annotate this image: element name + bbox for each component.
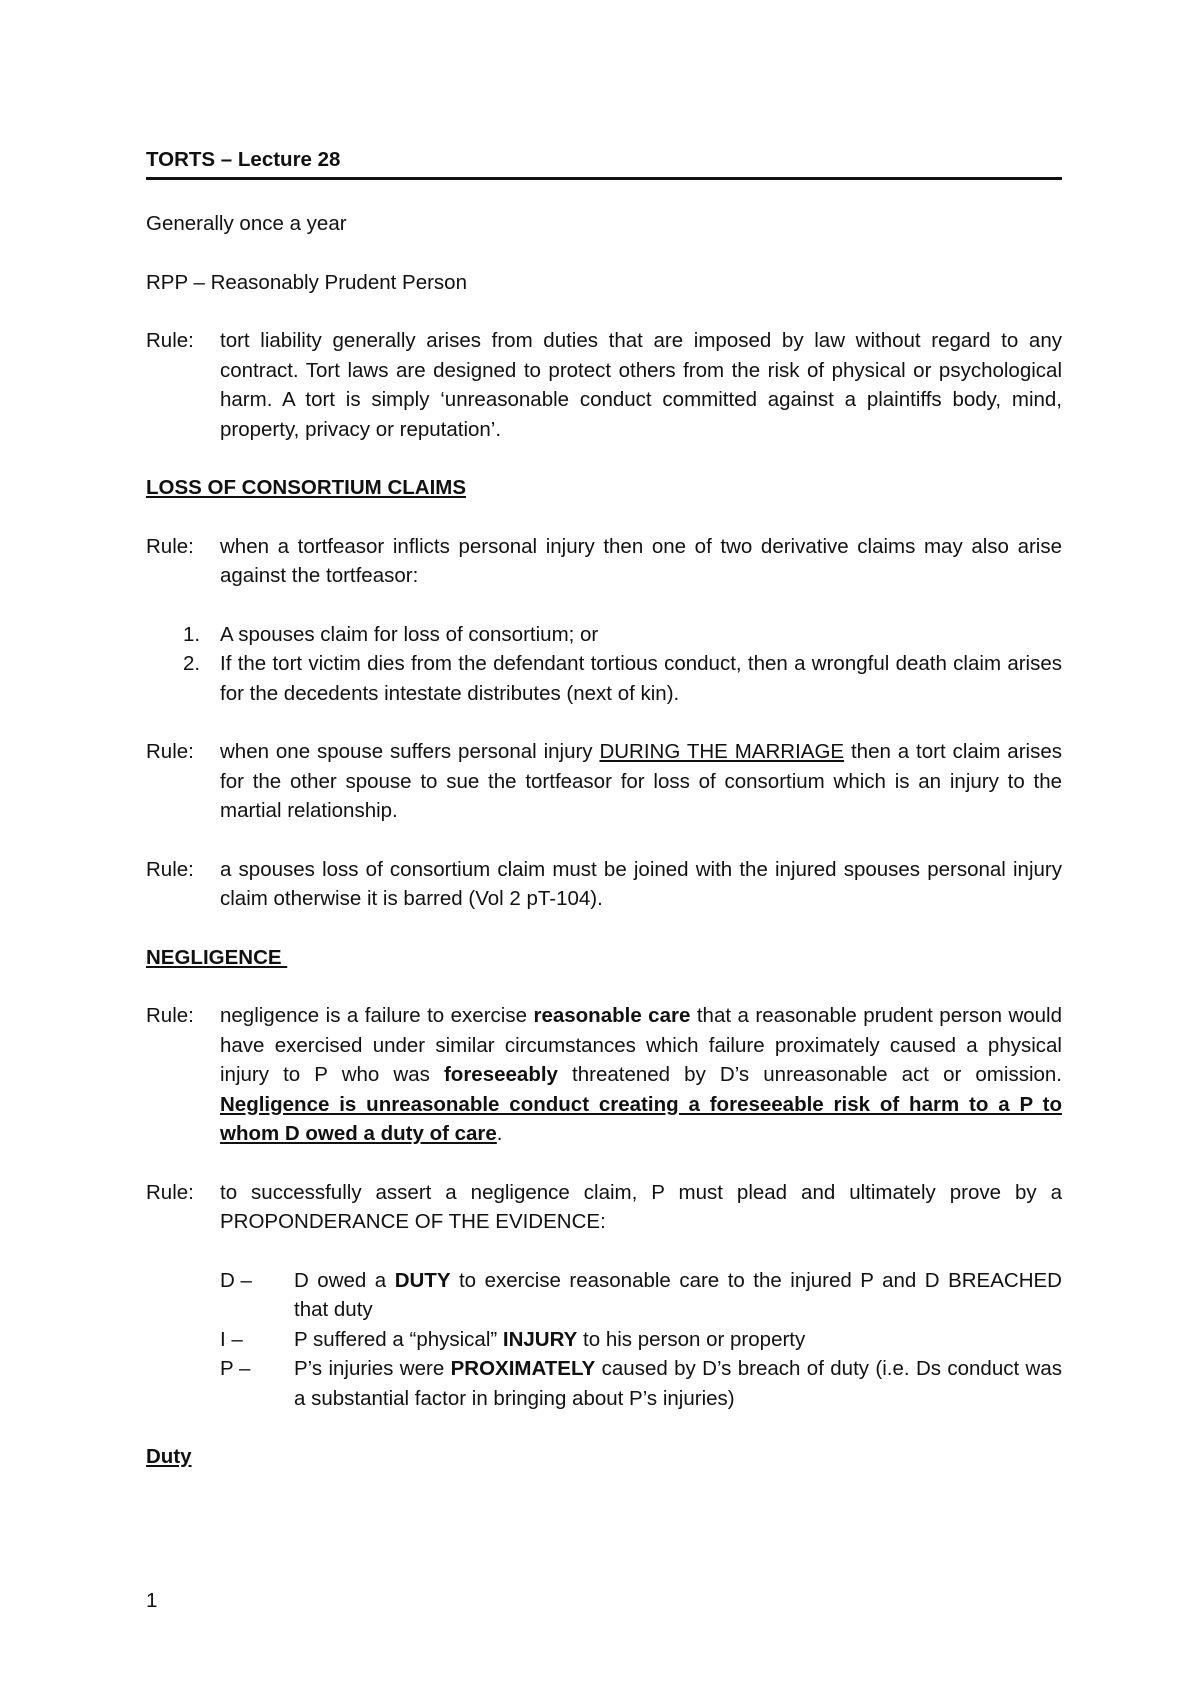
rule-label: Rule: — [146, 740, 194, 763]
rpp-line: RPP – Reasonably Prudent Person — [146, 270, 467, 294]
rule-text: to successfully assert a negligence claim, P must plead and ultimately prove by a PROPONDERANCE OF THE EVIDENCE: — [220, 1180, 1062, 1233]
section-heading-negligence: NEGLIGENCE — [146, 945, 288, 969]
list-number: 1. — [183, 622, 201, 646]
rule-text: when a tortfeasor inflicts personal injury then one of two derivative claims may also arise against the tortfeasor: — [220, 534, 1062, 587]
rule-text-part: then a tort claim arises for the other spouse to sue the tortfeasor for loss of consortium which is an injury to the martial relationship. — [220, 740, 1062, 822]
rule-label: Rule: — [146, 1180, 194, 1204]
element-label: I – — [220, 1327, 243, 1351]
rule-text-part: threatened by D’s unreasonable act or omission. — [557, 1063, 1062, 1086]
element-text-part: P’s injuries were — [294, 1357, 451, 1380]
rule-text: a spouses loss of consortium claim must be joined with the injured spouses personal injury claim otherwise it is barred (Vol 2 pT-104). — [220, 857, 1062, 910]
element-label: P – — [220, 1357, 251, 1380]
emphasis-bold: INJURY — [502, 1327, 578, 1351]
section-heading-duty: Duty — [146, 1445, 192, 1468]
rule-general — [146, 326, 1062, 444]
list-text: A spouses claim for loss of consortium; or — [220, 622, 599, 646]
intro-line: Generally once a year — [146, 212, 347, 235]
rule-text-part: that a reasonable prudent person would have exercised under similar circumstances which failure proximately caused a physical injury to P who was — [220, 1004, 1063, 1086]
rule-text: tort liability generally arises from duties that are imposed by law without regard to any contract. Tort laws are designed to protect others from the risk of physical or psychological harm. A tort is simply ‘unreasonable conduct committed against a plaintiffs body, mind, property, privacy or reputation’. — [220, 329, 1062, 441]
list-number: 2. — [183, 652, 201, 675]
page-number: 1 — [146, 1589, 158, 1612]
rule-text — [220, 737, 1062, 826]
element-text-part: to exercise reasonable care to the injured P and D BREACHED that duty — [294, 1268, 1062, 1321]
list-text: If the tort victim dies from the defendant tortious conduct, then a wrongful death claim arises for the decedents intestate distributes (next of kin). — [220, 652, 1062, 705]
rule-label: Rule: — [146, 534, 194, 558]
emphasis-bold-underline: Negligence is unreasonable conduct creating a foreseeable risk of harm to a P to whom D owed a duty of care — [220, 1092, 1062, 1145]
rule-negligence-elements — [146, 1178, 1062, 1237]
element-text — [294, 1354, 1062, 1413]
emphasis-bold: PROXIMATELY — [450, 1357, 596, 1380]
rule-consortium-derivative — [146, 532, 1062, 591]
element-text — [294, 1325, 1062, 1355]
emphasis-underline: DURING THE MARRIAGE — [599, 740, 845, 763]
page-title: TORTS – Lecture 28 — [146, 146, 1062, 180]
rule-label: Rule: — [146, 329, 194, 352]
emphasis-bold: foreseeably — [443, 1063, 558, 1086]
element-text-part: D owed a — [294, 1268, 395, 1292]
element-text-part: P suffered a “physical” — [294, 1327, 503, 1351]
rule-text — [220, 1001, 1062, 1149]
rule-consortium-joinder — [146, 855, 1062, 914]
emphasis-bold: reasonable care — [533, 1004, 691, 1027]
element-text — [294, 1266, 1062, 1325]
list-item — [183, 620, 1062, 650]
rule-text-part: negligence is a failure to exercise — [220, 1004, 534, 1027]
rule-label: Rule: — [146, 1004, 194, 1027]
rule-negligence-definition — [146, 1001, 1062, 1149]
section-heading-consortium: LOSS OF CONSORTIUM CLAIMS — [146, 476, 467, 499]
rule-label: Rule: — [146, 857, 194, 881]
element-duty — [220, 1266, 1062, 1325]
element-proximate-cause — [220, 1354, 1062, 1413]
derivative-claims-list — [146, 620, 1062, 709]
rule-text-part: when one spouse suffers personal injury — [220, 740, 600, 763]
element-text-part: to his person or property — [577, 1327, 806, 1351]
rule-text-part: . — [496, 1122, 503, 1145]
emphasis-bold: DUTY — [394, 1268, 451, 1292]
document-body — [146, 146, 1062, 1472]
element-text-part: caused by D’s breach of duty (i.e. Ds conduct was a substantial factor in bringing about P’s injuries) — [294, 1357, 1062, 1410]
element-label: D – — [220, 1268, 252, 1292]
rule-consortium-marriage — [146, 737, 1062, 826]
element-injury — [220, 1325, 1062, 1355]
list-item — [183, 649, 1062, 708]
